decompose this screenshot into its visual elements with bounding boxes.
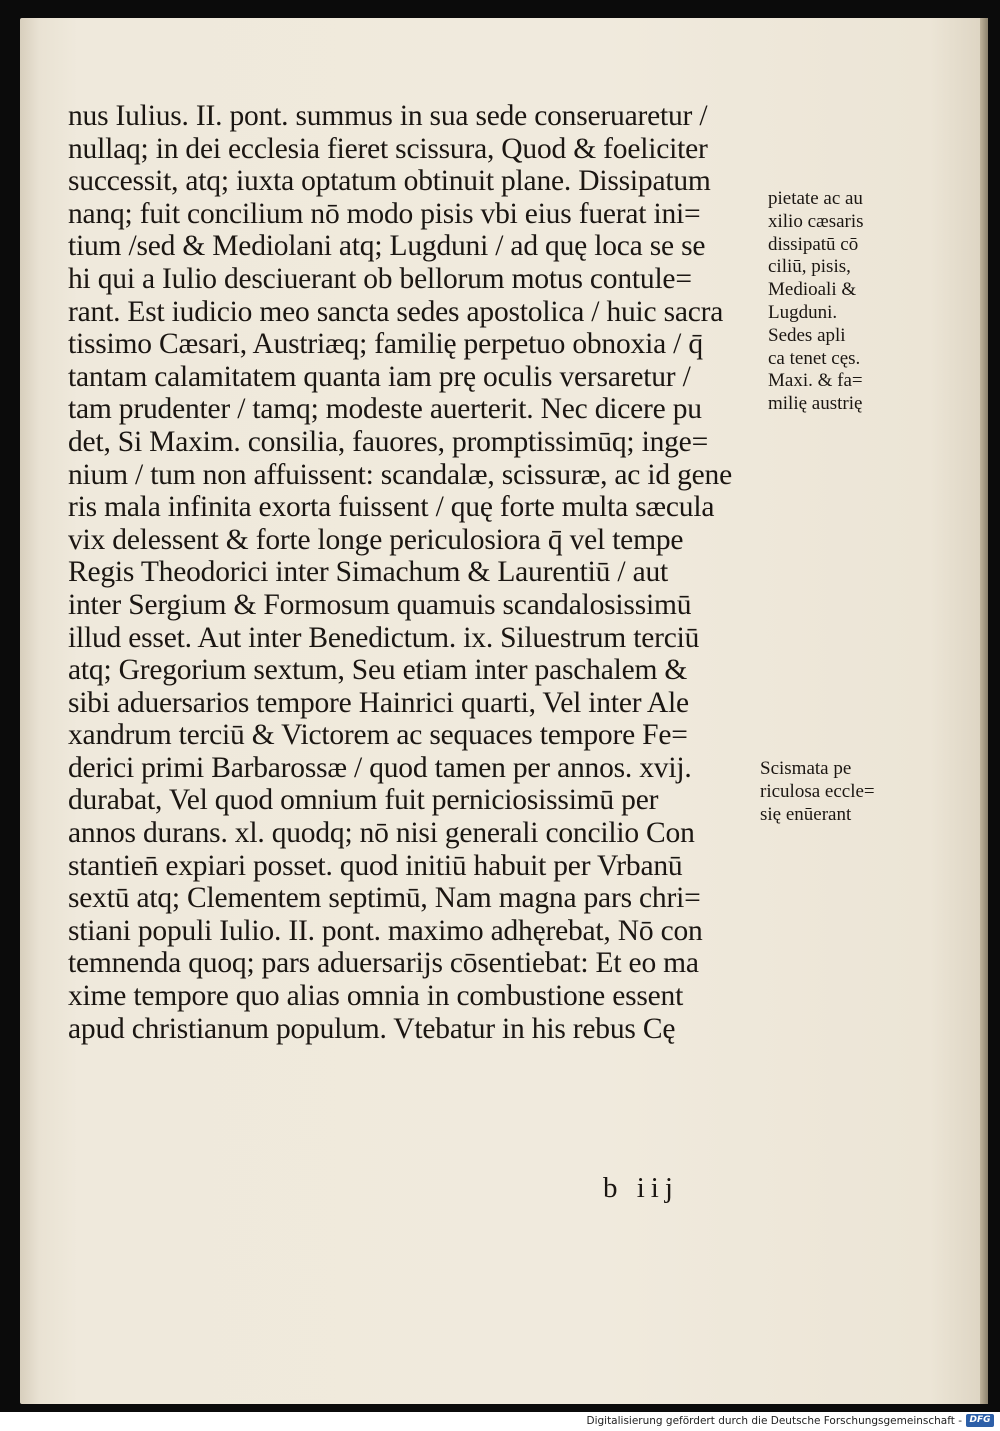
text-line: ris mala infinita exorta fuissent / quę forte multa sæcula [68, 491, 715, 524]
text-line: xime tempore quo alias omnia in combustione essent [68, 980, 684, 1013]
text-line: det, Si Maxim. consilia, fauores, promptissimūq; inge= [68, 425, 709, 458]
footer-credit: Digitalisierung gefördert durch die Deutsche Forschungsgemeinschaft - [586, 1415, 962, 1427]
text-line: tium /sed & Mediolani atq; Lugduni / ad quę loca se se [68, 230, 706, 263]
marginal-note-line: Maxi. & fa= [768, 370, 863, 392]
text-line: nium / tum non affuissent: scandalæ, scissuræ, ac id gene [68, 458, 732, 491]
text-line: illud esset. Aut inter Benedictum. ix. Siluestrum terciū [68, 621, 700, 654]
text-line: sextū atq; Clementem septimū, Nam magna pars chri= [68, 882, 701, 915]
text-line: Regis Theodorici inter Simachum & Laurentiū / aut [68, 556, 669, 589]
text-line: tantam calamitatem quanta iam prę oculis versaretur / [68, 360, 691, 393]
main-text-block [68, 100, 788, 1045]
text-line: apud christianum populum. Vtebatur in his rebus Cę [68, 1012, 676, 1045]
text-line: rant. Est iudicio meo sancta sedes apostolica / huic sacra [68, 295, 724, 328]
text-line: nanq; fuit concilium nō modo pisis vbi eius fuerat ini= [68, 197, 701, 230]
page-edge [980, 18, 988, 1404]
signature-mark: b iij [603, 1172, 679, 1204]
marginal-note-line: ca tenet cęs. [768, 347, 861, 369]
text-line: inter Sergium & Formosum quamuis scandalosissimū [68, 588, 692, 621]
marginal-note-line: pietate ac au [768, 188, 863, 209]
dfg-logo: DFG [966, 1414, 994, 1427]
book-page [20, 18, 988, 1404]
marginal-note-line: ciliū, pisis, [768, 256, 851, 278]
text-line: xandrum terciū & Victorem ac sequaces tempore Fe= [68, 719, 688, 752]
text-line: nullaq; in dei ecclesia fieret scissura, Quod & foeliciter [68, 132, 708, 165]
text-line: temnenda quoq; pars aduersarijs cōsentiebat: Et eo ma [68, 947, 699, 980]
text-line: tam prudenter / tamq; modeste auerterit. Nec dicere pu [68, 393, 702, 426]
text-line: tissimo Cæsari, Austriæq; familię perpetuo obnoxia / q̄ [68, 328, 703, 361]
marginal-note-line: się enūerant [760, 803, 852, 825]
text-line: vix delessent & forte longe periculosiora q̄ vel tempe [68, 523, 684, 556]
text-line: annos durans. xl. quodq; nō nisi generali concilio Con [68, 817, 695, 850]
marginal-note-line: Medioali & [768, 279, 857, 301]
marginal-note-line: Scismata pe [760, 758, 852, 779]
marginal-note-line: milię austrię [768, 393, 863, 415]
footer-bar [0, 1412, 1000, 1431]
text-line: nus Iulius. II. pont. summus in sua sede conseruaretur / [68, 100, 708, 132]
marginal-note-2 [760, 758, 875, 826]
marginal-note-line: xilio cæsaris [768, 210, 864, 232]
marginal-note-line: riculosa eccle= [760, 780, 875, 802]
marginal-note-1 [768, 188, 864, 416]
text-line: sibi aduersarios tempore Hainrici quarti, Vel inter Ale [68, 686, 689, 719]
text-line: durabat, Vel quod omnium fuit perniciosissimū per [68, 784, 659, 817]
text-line: atq; Gregorium sextum, Seu etiam inter paschalem & [68, 654, 688, 687]
text-line: stantien̄ expiari posset. quod initiū habuit per Vrbanū [68, 849, 683, 882]
text-line: hi qui a Iulio desciuerant ob bellorum motus contule= [68, 262, 692, 295]
marginal-note-line: dissipatū cō [768, 233, 859, 255]
text-line: stiani populi Iulio. II. pont. maximo adhęrebat, Nō con [68, 914, 703, 947]
marginal-note-line: Lugduni. [768, 301, 838, 323]
text-line: successit, atq; iuxta optatum obtinuit plane. Dissipatum [68, 165, 711, 198]
marginal-note-line: Sedes apli [768, 324, 846, 346]
text-line: derici primi Barbarossæ / quod tamen per annos. xvij. [68, 751, 692, 784]
